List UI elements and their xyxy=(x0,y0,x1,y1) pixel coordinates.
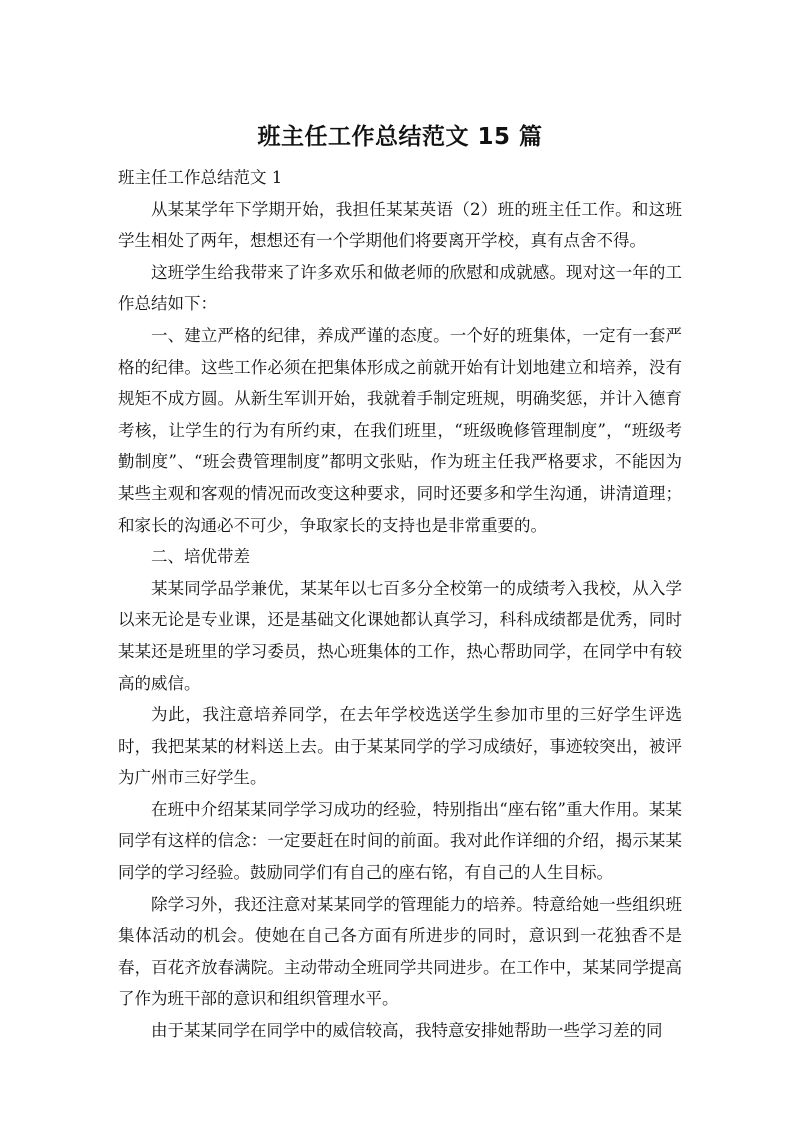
paragraph: 除学习外，我还注意对某某同学的管理能力的培养。特意给她一些组织班集体活动的机会。使她在自己各方面有所进步的同时，意识到一花独香不是春，百花齐放春满院。主动带动全班同学共同进步。在工作中，某某同学提高了作为班干部的意识和组织管理水平。 xyxy=(118,894,682,1009)
document-body xyxy=(118,162,682,1047)
paragraph: 二、培优带差 xyxy=(151,547,250,567)
paragraph: 在班中介绍某某同学学习成功的经验，特别指出“座右铭”重大作用。某某同学有这样的信念：一定要赶在时间的前面。我对此作详细的介绍，揭示某某同学的学习经验。鼓励同学们有自己的座右铭，有自己的人生目标。 xyxy=(118,799,682,883)
paragraph: 一、建立严格的纪律，养成严谨的态度。一个好的班集体，一定有一套严格的纪律。这些工作必须在把集体形成之前就开始有计划地建立和培养，没有规矩不成方圆。从新生军训开始，我就着手制定班规，明确奖惩，并计入德育考核，让学生的行为有所约束，在我们班里，“班级晚修管理制度”，“班级考勤制度”、“班会费管理制度”都明文张贴，作为班主任我严格要求，不能因为某些主观和客观的情况而改变这种要求，同时还要多和学生沟通，讲清道理；和家长的沟通必不可少，争取家长的支持也是非常重要的。 xyxy=(118,325,682,535)
paragraph: 某某同学品学兼优，某某年以七百多分全校第一的成绩考入我校，从入学以来无论是专业课，还是基础文化课她都认真学习，科科成绩都是优秀，同时某某还是班里的学习委员，热心班集体的工作，热心帮助同学，在同学中有较高的威信。 xyxy=(118,578,682,693)
paragraph: 由于某某同学在同学中的威信较高，我特意安排她帮助一些学习差的同 xyxy=(151,1021,663,1041)
paragraph: 从某某学年下学期开始，我担任某某英语（2）班的班主任工作。和这班学生相处了两年，想想还有一个学期他们将要离开学校，真有点舍不得。 xyxy=(118,199,682,251)
paragraph: 这班学生给我带来了许多欢乐和做老师的欣慰和成就感。现对这一年的工作总结如下： xyxy=(118,262,682,314)
section-heading: 班主任工作总结范文 1 xyxy=(118,168,283,187)
paragraph: 为此，我注意培养同学，在去年学校选送学生参加市里的三好学生评选时，我把某某的材料送上去。由于某某同学的学习成绩好，事迹较突出，被评为广州市三好学生。 xyxy=(118,705,682,788)
document-title: 班主任工作总结范文 15 篇 xyxy=(257,124,543,150)
